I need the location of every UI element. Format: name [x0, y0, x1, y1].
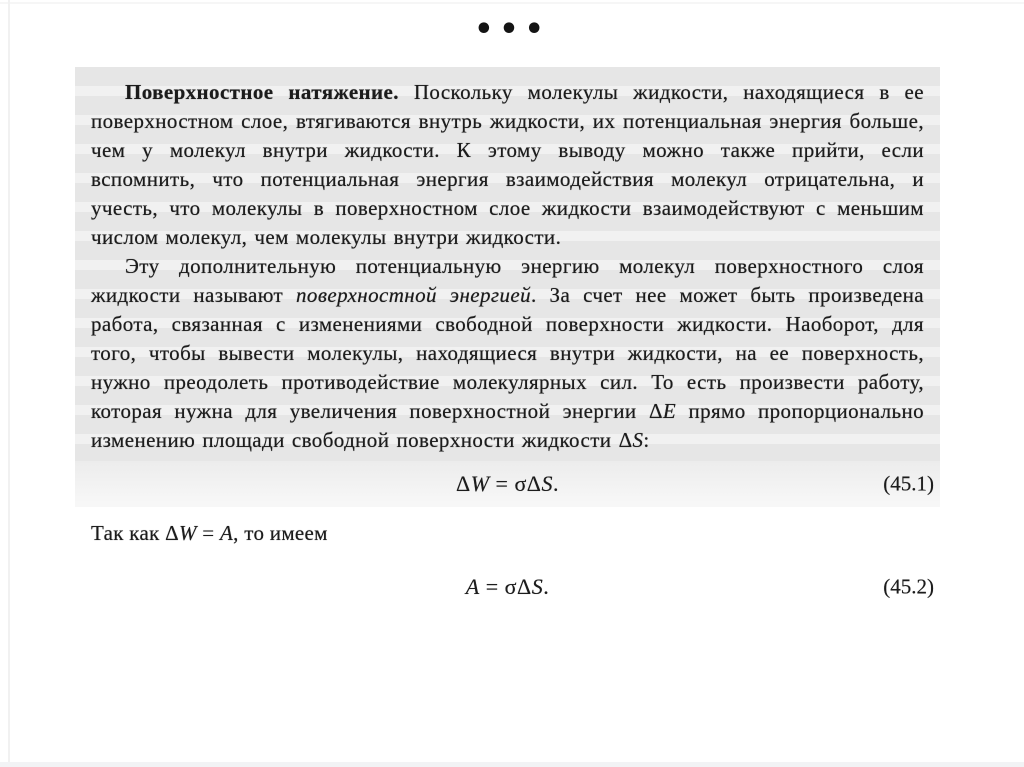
paragraph-surface-tension — [91, 78, 924, 252]
delta-S-variable: S — [632, 428, 644, 452]
between-delta: Δ — [165, 521, 179, 545]
paragraph-surface-energy — [91, 252, 924, 455]
scanned-page — [75, 67, 940, 610]
delta-E-variable: E — [662, 399, 677, 423]
term-surface-energy-italic: поверхностной энергией — [296, 283, 531, 307]
top-edge-line — [0, 2, 1024, 4]
scan-text-block — [75, 67, 940, 461]
eq2-equals-sign: = — [479, 574, 505, 599]
paragraph-2-text-1: Эту дополнительную потенциальную энергию молекул поверхностного слоя жидкости называют — [91, 254, 924, 307]
equation-45-2-row — [75, 564, 940, 610]
equation-45-1-row — [75, 461, 940, 507]
equation-number-45-2: (45.2) — [883, 574, 934, 599]
formula-dW-equals-sigma-dS — [75, 471, 940, 497]
delta-S-delta: Δ — [618, 428, 633, 452]
eq1-delta: Δ — [456, 471, 471, 496]
between-variable-A: A — [220, 521, 234, 545]
paragraph-2-colon: : — [643, 428, 650, 452]
equation-number-45-1: (45.1) — [883, 471, 934, 496]
eq2-period: . — [543, 574, 550, 599]
between-variable-W: W — [178, 521, 197, 545]
eq2-variable-A: A — [465, 574, 480, 599]
delta-E-delta: Δ — [648, 399, 663, 423]
ellipsis-dots: ••• — [474, 12, 550, 47]
eq2-variable-S: S — [531, 574, 544, 599]
between-equals-sign: = — [196, 521, 220, 545]
eq1-equals-sign: = — [489, 471, 515, 496]
paragraph-1-text: Поскольку молекулы жидкости, находящиеся в ее поверхностном слое, втягиваются внутрь жидкости, их потенциальная энергия больше, чем у молекул внутри жидкости. К этому выводу можно также прийти, если вспомнить, что потенциальная энергия взаимодействия молекул отрицательна, и учесть, что молекулы в поверхностном слое жидкости взаимодействуют с меньшим числом молекул, чем молекулы внутри жидкости. — [91, 80, 924, 249]
eq2-sigma-delta: σΔ — [504, 574, 532, 599]
paragraph-lead-bold: Поверхностное натяжение. — [125, 80, 399, 104]
formula-A-equals-sigma-dS — [75, 574, 940, 600]
connecting-sentence — [75, 519, 940, 548]
connecting-text-2: , то имеем — [233, 521, 328, 545]
paragraph-2-text-2: . За счет нее может быть произведена работа, связанная с изменениями свободной поверхности жидкости. Наоборот, для того, чтобы вывести молекулы, находящиеся внутри жидкости, на ее поверхность, нужно преодолеть противодействие молекулярных сил. То есть произвести работу, которая нужна для увеличения поверхностной энергии — [91, 283, 924, 423]
eq1-variable-W: W — [470, 471, 490, 496]
paragraph-2-text-3: прямо пропорционально изменению площади свободной поверхности жидкости — [91, 399, 925, 452]
eq1-sigma-delta: σΔ — [514, 471, 542, 496]
eq1-period: . — [552, 471, 559, 496]
eq1-variable-S: S — [541, 471, 553, 496]
left-edge-line — [8, 0, 10, 767]
bottom-edge-strip — [0, 762, 1024, 767]
connecting-text-1: Так как — [91, 521, 166, 545]
